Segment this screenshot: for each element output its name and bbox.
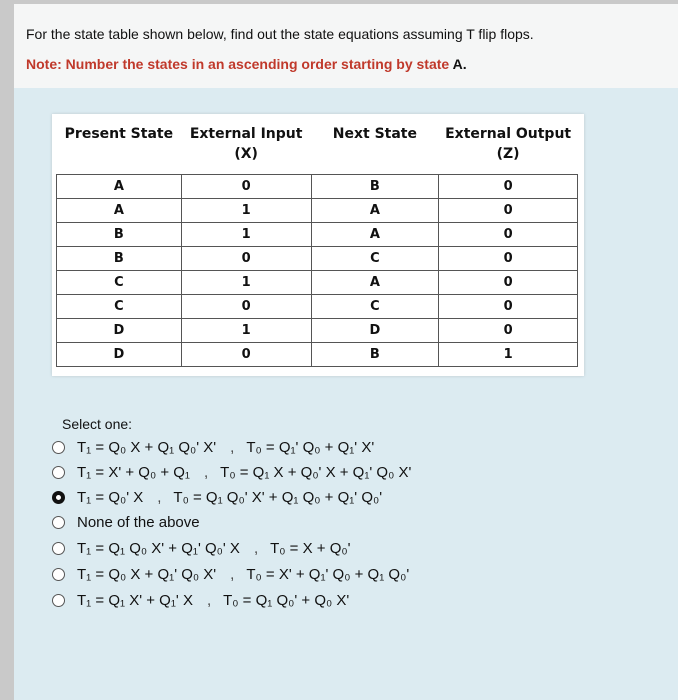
answer-option[interactable] — [52, 561, 472, 587]
table-body — [57, 175, 578, 367]
option-separator: , — [253, 539, 259, 557]
answer-option[interactable] — [52, 484, 472, 510]
cell-present-state: B — [57, 247, 182, 271]
table-row — [57, 247, 578, 271]
cell-present-state: B — [57, 223, 182, 247]
answer-option[interactable] — [52, 587, 472, 613]
question-header — [14, 4, 678, 88]
header-present-state: Present State — [64, 126, 174, 142]
table-row — [57, 271, 578, 295]
cell-external-input: 1 — [181, 223, 311, 247]
cell-next-state: C — [311, 295, 439, 319]
answer-option[interactable] — [52, 434, 472, 460]
radio-button[interactable] — [52, 568, 65, 581]
radio-button[interactable] — [52, 466, 65, 479]
cell-present-state: A — [57, 175, 182, 199]
cell-external-input: 1 — [181, 271, 311, 295]
option-t1-equation: T₁ = Q₀' X — [77, 488, 144, 506]
cell-present-state: A — [57, 199, 182, 223]
radio-button[interactable] — [52, 441, 65, 454]
cell-external-input: 0 — [181, 175, 311, 199]
radio-button[interactable] — [52, 516, 65, 529]
table-row — [57, 295, 578, 319]
cell-external-output: 0 — [439, 295, 578, 319]
table-header-row — [57, 120, 578, 175]
cell-external-input: 1 — [181, 199, 311, 223]
cell-next-state: A — [311, 271, 439, 295]
cell-next-state: B — [311, 343, 439, 367]
radio-button[interactable] — [52, 594, 65, 607]
cell-present-state: D — [57, 343, 182, 367]
state-table — [56, 120, 578, 367]
cell-external-input: 1 — [181, 319, 311, 343]
answer-option[interactable] — [52, 535, 472, 561]
cell-external-output: 0 — [439, 247, 578, 271]
option-t0-equation: T₀ = Q₁' Q₀ + Q₁' X' — [246, 438, 375, 456]
cell-external-output: 0 — [439, 271, 578, 295]
option-t1-equation: T₁ = Q₀ X + Q₁' Q₀ X' — [77, 565, 217, 583]
table-row — [57, 199, 578, 223]
radio-selected[interactable] — [52, 491, 65, 504]
option-t0-equation: T₀ = Q₁ X + Q₀' X + Q₁' Q₀ X' — [220, 463, 412, 481]
header-external-input: External Input (X) — [189, 126, 303, 162]
option-t0-equation: T₀ = X' + Q₁' Q₀ + Q₁ Q₀' — [246, 565, 410, 583]
cell-external-input: 0 — [181, 343, 311, 367]
cell-external-input: 0 — [181, 295, 311, 319]
option-separator: , — [230, 438, 235, 456]
cell-external-output: 0 — [439, 319, 578, 343]
cell-next-state: B — [311, 175, 439, 199]
option-t1-equation: None of the above — [77, 513, 200, 531]
answer-option[interactable] — [52, 459, 472, 485]
note-label: Note: Number the states in an ascending order starting by state — [26, 56, 453, 72]
table-row — [57, 319, 578, 343]
option-separator: , — [157, 488, 162, 506]
cell-external-output: 0 — [439, 175, 578, 199]
option-t0-equation: T₀ = Q₁ Q₀' X' + Q₁ Q₀ + Q₁' Q₀' — [173, 488, 383, 506]
note-start-state: A. — [452, 56, 467, 72]
cell-next-state: A — [311, 223, 439, 247]
cell-next-state: A — [311, 199, 439, 223]
cell-next-state: C — [311, 247, 439, 271]
question-text: For the state table shown below, find out the state equations assuming T flip flops. — [26, 26, 534, 42]
cell-external-output: 0 — [439, 223, 578, 247]
header-next-state: Next State — [332, 126, 417, 142]
option-t1-equation: T₁ = Q₀ X + Q₁ Q₀' X' — [77, 438, 217, 456]
option-separator: , — [206, 591, 212, 609]
cell-present-state: C — [57, 271, 182, 295]
table-row — [57, 223, 578, 247]
cell-next-state: D — [311, 319, 439, 343]
cell-external-output: 0 — [439, 199, 578, 223]
table-row — [57, 343, 578, 367]
cell-present-state: D — [57, 319, 182, 343]
option-t1-equation: T₁ = Q₁ X' + Q₁' X — [77, 591, 193, 609]
table-row — [57, 175, 578, 199]
radio-button[interactable] — [52, 542, 65, 555]
option-separator: , — [230, 565, 235, 583]
cell-external-output: 1 — [439, 343, 578, 367]
answer-option[interactable] — [52, 509, 472, 535]
option-t0-equation: T₀ = Q₁ Q₀' + Q₀ X' — [223, 591, 350, 609]
question-note — [26, 56, 467, 72]
cell-external-input: 0 — [181, 247, 311, 271]
header-external-output: External Output (Z) — [445, 126, 572, 162]
option-t0-equation: T₀ = X + Q₀' — [270, 539, 351, 557]
select-one-label: Select one: — [62, 416, 133, 432]
option-separator: , — [204, 463, 209, 481]
option-t1-equation: T₁ = Q₁ Q₀ X' + Q₁' Q₀' X — [77, 539, 240, 557]
cell-present-state: C — [57, 295, 182, 319]
option-t1-equation: T₁ = X' + Q₀ + Q₁ — [77, 463, 190, 481]
